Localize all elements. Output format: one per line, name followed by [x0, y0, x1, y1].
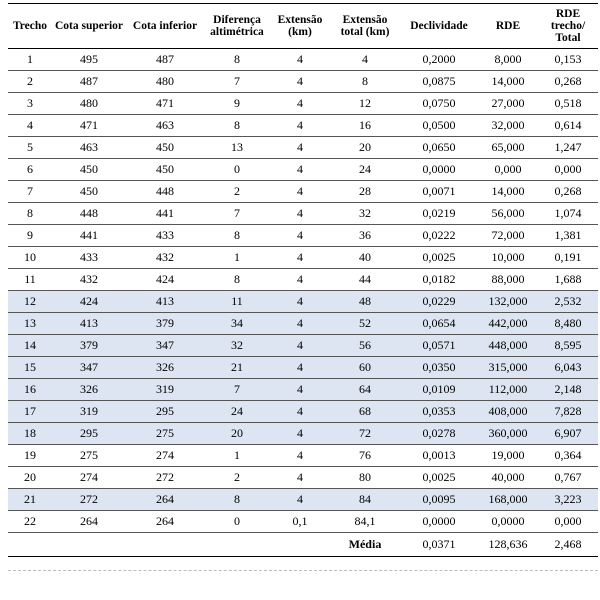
cell-cota-inferior: 326	[126, 357, 204, 379]
cell-extensao-total: 56	[330, 335, 400, 357]
cell-cota-superior: 471	[52, 115, 126, 137]
cell-rde: 315,000	[478, 357, 538, 379]
cell-rde-trecho-total: 0,614	[538, 115, 598, 137]
cell-declividade: 0,0875	[400, 71, 478, 93]
table-row	[8, 137, 598, 159]
cell-diferenca-altimetrica: 7	[204, 379, 270, 401]
cell-cota-superior: 272	[52, 489, 126, 511]
cell-rde: 10,000	[478, 247, 538, 269]
cell-diferenca-altimetrica: 1	[204, 247, 270, 269]
table-row	[8, 335, 598, 357]
cell-declividade: 0,0182	[400, 269, 478, 291]
cell-cota-superior: 450	[52, 159, 126, 181]
cell-diferenca-altimetrica: 1	[204, 445, 270, 467]
cell-extensao-total: 20	[330, 137, 400, 159]
cell-rde: 14,000	[478, 181, 538, 203]
cell-extensao-total: 4	[330, 49, 400, 71]
cell-cota-inferior: 274	[126, 445, 204, 467]
cell-extensao: 4	[270, 93, 330, 115]
table-row	[8, 115, 598, 137]
cell-rde: 360,000	[478, 423, 538, 445]
cell-trecho: 22	[8, 511, 52, 533]
cell-diferenca-altimetrica: 0	[204, 159, 270, 181]
cell-cota-inferior: 275	[126, 423, 204, 445]
cell-extensao: 4	[270, 401, 330, 423]
cell-extensao: 4	[270, 269, 330, 291]
cell-rde-trecho-total: 7,828	[538, 401, 598, 423]
cell-cota-inferior: 424	[126, 269, 204, 291]
cell-rde-trecho-total: 1,247	[538, 137, 598, 159]
cell-extensao-total: 64	[330, 379, 400, 401]
cell-extensao: 4	[270, 247, 330, 269]
cell-diferenca-altimetrica: 8	[204, 49, 270, 71]
summary-empty-cell	[204, 533, 270, 557]
cell-cota-superior: 448	[52, 203, 126, 225]
cell-cota-inferior: 264	[126, 511, 204, 533]
cell-extensao: 4	[270, 137, 330, 159]
cell-rde: 442,000	[478, 313, 538, 335]
header-extensao: Extensão (km)	[270, 4, 330, 49]
cell-rde: 14,000	[478, 71, 538, 93]
cell-diferenca-altimetrica: 2	[204, 181, 270, 203]
cell-rde-trecho-total: 1,688	[538, 269, 598, 291]
table-footer	[8, 533, 598, 557]
cell-extensao: 4	[270, 423, 330, 445]
table-row	[8, 489, 598, 511]
cell-rde: 168,000	[478, 489, 538, 511]
cell-extensao-total: 8	[330, 71, 400, 93]
cell-cota-superior: 495	[52, 49, 126, 71]
cell-rde: 0,000	[478, 159, 538, 181]
cell-declividade: 0,0750	[400, 93, 478, 115]
header-cota-superior: Cota superior	[52, 4, 126, 49]
cell-rde-trecho-total: 1,381	[538, 225, 598, 247]
cell-extensao-total: 36	[330, 225, 400, 247]
cell-trecho: 11	[8, 269, 52, 291]
cell-cota-inferior: 432	[126, 247, 204, 269]
cell-diferenca-altimetrica: 24	[204, 401, 270, 423]
cell-diferenca-altimetrica: 8	[204, 269, 270, 291]
cell-rde-trecho-total: 0,518	[538, 93, 598, 115]
summary-empty-cell	[8, 533, 52, 557]
cell-extensao: 4	[270, 181, 330, 203]
cell-trecho: 8	[8, 203, 52, 225]
cell-rde: 65,000	[478, 137, 538, 159]
cell-cota-superior: 274	[52, 467, 126, 489]
header-extensao-total: Extensão total (km)	[330, 4, 400, 49]
cell-diferenca-altimetrica: 11	[204, 291, 270, 313]
cell-extensao-total: 52	[330, 313, 400, 335]
cell-cota-inferior: 264	[126, 489, 204, 511]
cell-cota-superior: 480	[52, 93, 126, 115]
cell-rde: 112,000	[478, 379, 538, 401]
cell-trecho: 17	[8, 401, 52, 423]
cell-cota-inferior: 450	[126, 137, 204, 159]
cell-extensao: 4	[270, 379, 330, 401]
cell-rde-trecho-total: 6,043	[538, 357, 598, 379]
cell-rde-trecho-total: 2,148	[538, 379, 598, 401]
cell-rde: 132,000	[478, 291, 538, 313]
cell-extensao: 4	[270, 225, 330, 247]
cell-rde-trecho-total: 8,480	[538, 313, 598, 335]
cell-cota-inferior: 319	[126, 379, 204, 401]
cell-cota-inferior: 272	[126, 467, 204, 489]
cell-diferenca-altimetrica: 8	[204, 489, 270, 511]
cell-cota-superior: 379	[52, 335, 126, 357]
cell-trecho: 2	[8, 71, 52, 93]
cell-extensao: 4	[270, 115, 330, 137]
cell-extensao: 0,1	[270, 511, 330, 533]
cell-rde-trecho-total: 0,153	[538, 49, 598, 71]
cell-cota-superior: 424	[52, 291, 126, 313]
cell-trecho: 1	[8, 49, 52, 71]
cell-declividade: 0,0654	[400, 313, 478, 335]
cell-rde: 56,000	[478, 203, 538, 225]
table-row	[8, 93, 598, 115]
cell-diferenca-altimetrica: 7	[204, 71, 270, 93]
cell-declividade: 0,0025	[400, 467, 478, 489]
table-row	[8, 181, 598, 203]
cell-extensao: 4	[270, 159, 330, 181]
cell-extensao: 4	[270, 291, 330, 313]
cell-rde: 0,0000	[478, 511, 538, 533]
cell-rde: 8,000	[478, 49, 538, 71]
summary-rde: 128,636	[478, 533, 538, 557]
cell-extensao: 4	[270, 489, 330, 511]
header-rde-trecho-total: RDE trecho/ Total	[538, 4, 598, 49]
table-header	[8, 4, 598, 49]
cell-cota-superior: 413	[52, 313, 126, 335]
table-row	[8, 225, 598, 247]
cell-extensao-total: 84	[330, 489, 400, 511]
cell-extensao: 4	[270, 49, 330, 71]
cell-trecho: 10	[8, 247, 52, 269]
cell-rde-trecho-total: 0,000	[538, 159, 598, 181]
cell-cota-superior: 487	[52, 71, 126, 93]
cell-cota-inferior: 295	[126, 401, 204, 423]
cell-cota-superior: 295	[52, 423, 126, 445]
cell-cota-superior: 463	[52, 137, 126, 159]
cell-trecho: 21	[8, 489, 52, 511]
cell-declividade: 0,2000	[400, 49, 478, 71]
cell-cota-inferior: 463	[126, 115, 204, 137]
cell-rde: 32,000	[478, 115, 538, 137]
cell-declividade: 0,0000	[400, 159, 478, 181]
cell-diferenca-altimetrica: 32	[204, 335, 270, 357]
summary-row	[8, 533, 598, 557]
cell-declividade: 0,0500	[400, 115, 478, 137]
cell-declividade: 0,0109	[400, 379, 478, 401]
cell-rde-trecho-total: 2,532	[538, 291, 598, 313]
cell-cota-inferior: 379	[126, 313, 204, 335]
cell-extensao: 4	[270, 313, 330, 335]
table-row	[8, 401, 598, 423]
cell-rde-trecho-total: 0,268	[538, 181, 598, 203]
cell-cota-inferior: 433	[126, 225, 204, 247]
cell-trecho: 5	[8, 137, 52, 159]
cell-trecho: 14	[8, 335, 52, 357]
cell-cota-inferior: 450	[126, 159, 204, 181]
table-row	[8, 313, 598, 335]
cell-extensao-total: 32	[330, 203, 400, 225]
cell-diferenca-altimetrica: 20	[204, 423, 270, 445]
cell-rde: 88,000	[478, 269, 538, 291]
summary-empty-cell	[52, 533, 126, 557]
header-cota-inferior: Cota inferior	[126, 4, 204, 49]
cell-trecho: 20	[8, 467, 52, 489]
cell-rde-trecho-total: 8,595	[538, 335, 598, 357]
cell-declividade: 0,0353	[400, 401, 478, 423]
header-diferenca-altimetrica: Diferença altimétrica	[204, 4, 270, 49]
summary-rde-ratio: 2,468	[538, 533, 598, 557]
cell-extensao-total: 68	[330, 401, 400, 423]
cell-rde-trecho-total: 0,268	[538, 71, 598, 93]
cell-cota-inferior: 448	[126, 181, 204, 203]
cell-cota-inferior: 347	[126, 335, 204, 357]
cell-rde-trecho-total: 3,223	[538, 489, 598, 511]
cell-diferenca-altimetrica: 0	[204, 511, 270, 533]
cell-extensao: 4	[270, 357, 330, 379]
cell-rde: 448,000	[478, 335, 538, 357]
cell-cota-inferior: 441	[126, 203, 204, 225]
cell-trecho: 18	[8, 423, 52, 445]
cell-cota-superior: 432	[52, 269, 126, 291]
cell-trecho: 12	[8, 291, 52, 313]
cell-declividade: 0,0071	[400, 181, 478, 203]
cell-rde-trecho-total: 0,191	[538, 247, 598, 269]
cell-trecho: 16	[8, 379, 52, 401]
cell-declividade: 0,0278	[400, 423, 478, 445]
cell-diferenca-altimetrica: 2	[204, 467, 270, 489]
table-row	[8, 357, 598, 379]
cell-extensao-total: 60	[330, 357, 400, 379]
cell-extensao: 4	[270, 203, 330, 225]
cell-diferenca-altimetrica: 8	[204, 115, 270, 137]
header-rde: RDE	[478, 4, 538, 49]
cell-rde: 72,000	[478, 225, 538, 247]
cell-cota-superior: 347	[52, 357, 126, 379]
header-row	[8, 4, 598, 49]
cell-declividade: 0,0350	[400, 357, 478, 379]
cell-declividade: 0,0229	[400, 291, 478, 313]
table-row	[8, 203, 598, 225]
cell-rde: 408,000	[478, 401, 538, 423]
cell-trecho: 15	[8, 357, 52, 379]
cell-diferenca-altimetrica: 21	[204, 357, 270, 379]
cell-cota-superior: 433	[52, 247, 126, 269]
cell-diferenca-altimetrica: 9	[204, 93, 270, 115]
cell-cota-superior: 450	[52, 181, 126, 203]
data-table	[8, 3, 598, 557]
bottom-divider	[8, 570, 598, 571]
cell-cota-inferior: 487	[126, 49, 204, 71]
cell-cota-superior: 264	[52, 511, 126, 533]
cell-diferenca-altimetrica: 34	[204, 313, 270, 335]
cell-trecho: 6	[8, 159, 52, 181]
table-row	[8, 291, 598, 313]
cell-rde-trecho-total: 0,364	[538, 445, 598, 467]
cell-trecho: 19	[8, 445, 52, 467]
cell-cota-superior: 441	[52, 225, 126, 247]
cell-extensao: 4	[270, 71, 330, 93]
cell-extensao-total: 28	[330, 181, 400, 203]
cell-declividade: 0,0219	[400, 203, 478, 225]
cell-cota-superior: 319	[52, 401, 126, 423]
cell-declividade: 0,0650	[400, 137, 478, 159]
cell-rde: 40,000	[478, 467, 538, 489]
cell-cota-inferior: 471	[126, 93, 204, 115]
cell-declividade: 0,0000	[400, 511, 478, 533]
cell-cota-superior: 275	[52, 445, 126, 467]
table-row	[8, 71, 598, 93]
cell-rde-trecho-total: 0,000	[538, 511, 598, 533]
cell-extensao-total: 80	[330, 467, 400, 489]
summary-empty-cell	[270, 533, 330, 557]
summary-empty-cell	[126, 533, 204, 557]
cell-trecho: 9	[8, 225, 52, 247]
cell-extensao-total: 76	[330, 445, 400, 467]
cell-extensao-total: 16	[330, 115, 400, 137]
table-row	[8, 269, 598, 291]
table-container	[8, 3, 598, 557]
cell-diferenca-altimetrica: 8	[204, 225, 270, 247]
header-trecho: Trecho	[8, 4, 52, 49]
cell-trecho: 7	[8, 181, 52, 203]
summary-declividade: 0,0371	[400, 533, 478, 557]
cell-extensao: 4	[270, 335, 330, 357]
cell-trecho: 3	[8, 93, 52, 115]
cell-extensao-total: 24	[330, 159, 400, 181]
table-body	[8, 49, 598, 533]
cell-rde-trecho-total: 6,907	[538, 423, 598, 445]
table-row	[8, 423, 598, 445]
table-row	[8, 379, 598, 401]
cell-declividade: 0,0222	[400, 225, 478, 247]
cell-trecho: 13	[8, 313, 52, 335]
cell-extensao: 4	[270, 445, 330, 467]
cell-extensao-total: 72	[330, 423, 400, 445]
cell-extensao: 4	[270, 467, 330, 489]
cell-rde: 19,000	[478, 445, 538, 467]
cell-declividade: 0,0013	[400, 445, 478, 467]
table-row	[8, 511, 598, 533]
cell-extensao-total: 44	[330, 269, 400, 291]
table-row	[8, 445, 598, 467]
cell-extensao-total: 12	[330, 93, 400, 115]
table-row	[8, 159, 598, 181]
cell-extensao-total: 48	[330, 291, 400, 313]
header-declividade: Declividade	[400, 4, 478, 49]
cell-cota-inferior: 480	[126, 71, 204, 93]
cell-declividade: 0,0025	[400, 247, 478, 269]
cell-cota-superior: 326	[52, 379, 126, 401]
cell-extensao-total: 40	[330, 247, 400, 269]
cell-diferenca-altimetrica: 13	[204, 137, 270, 159]
cell-trecho: 4	[8, 115, 52, 137]
cell-rde: 27,000	[478, 93, 538, 115]
cell-rde-trecho-total: 0,767	[538, 467, 598, 489]
table-row	[8, 247, 598, 269]
cell-cota-inferior: 413	[126, 291, 204, 313]
cell-declividade: 0,0571	[400, 335, 478, 357]
cell-extensao-total: 84,1	[330, 511, 400, 533]
cell-diferenca-altimetrica: 7	[204, 203, 270, 225]
table-row	[8, 467, 598, 489]
cell-declividade: 0,0095	[400, 489, 478, 511]
table-row	[8, 49, 598, 71]
summary-label: Média	[330, 533, 400, 557]
cell-rde-trecho-total: 1,074	[538, 203, 598, 225]
